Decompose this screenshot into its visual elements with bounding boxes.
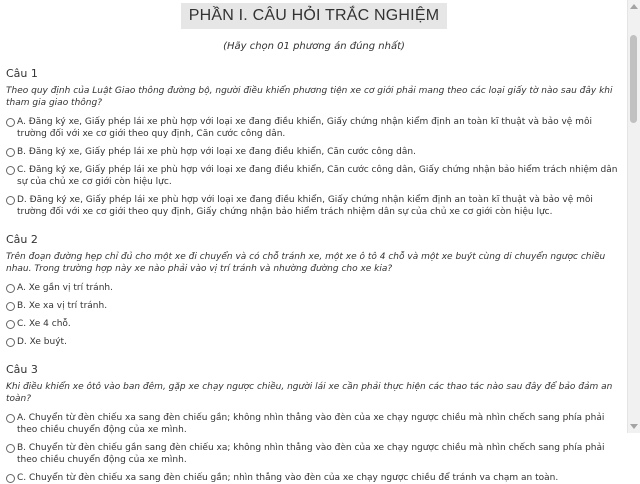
answer-option-c[interactable]	[6, 472, 622, 484]
answer-text: B. Đăng ký xe, Giấy phép lái xe phù hợp với loại xe đang điều khiển, Căn cước công dân.	[17, 147, 416, 157]
question-text: Trên đoạn đường hẹp chỉ đủ cho một xe đi chuyển và có chỗ tránh xe, một xe ô tô 4 chỗ và một xe buýt cùng di chuyển ngược chiều nhau. Trong trường hợp này xe nào phải vào vị trí tránh và nhường đường cho xe kia?	[6, 252, 606, 274]
answer-option-a[interactable]	[6, 282, 622, 294]
question-heading: Câu 3	[6, 363, 38, 376]
answer-option-d[interactable]	[6, 194, 622, 218]
question-1	[6, 67, 622, 218]
answer-text: A. Đăng ký xe, Giấy phép lái xe phù hợp với loại xe đang điều khiển, Giấy chứng nhận kiểm định an toàn kĩ thuật và bảo vệ môi trường đối với xe cơ giới theo quy định, Căn cước công dân.	[17, 117, 592, 139]
radio-button[interactable]	[6, 444, 15, 453]
radio-button[interactable]	[6, 284, 15, 293]
question-heading: Câu 1	[6, 67, 38, 80]
radio-button[interactable]	[6, 118, 15, 127]
radio-button[interactable]	[6, 302, 15, 311]
answer-option-b[interactable]	[6, 442, 622, 466]
question-text: Khi điều khiển xe ôtô vào ban đêm, gặp xe chạy ngược chiều, người lái xe cần phải thực hiện các thao tác nào sau đây để bảo đảm an toàn?	[6, 382, 613, 404]
answer-text: C. Chuyển từ đèn chiếu xa sang đèn chiếu gần; nhìn thẳng vào đèn của xe chạy ngược chiều để tránh va chạm an toàn.	[17, 473, 559, 483]
answer-text: C. Đăng ký xe, Giấy phép lái xe phù hợp với loại xe đang điều khiển, Căn cước công dân, Giấy chứng nhận bảo hiểm trách nhiệm dân sự của chủ xe cơ giới còn hiệu lực.	[17, 165, 618, 187]
question-2	[6, 233, 622, 348]
answer-option-b[interactable]	[6, 146, 622, 158]
question-text: Theo quy định của Luật Giao thông đường bộ, người điều khiển phương tiện xe cơ giới phải mang theo các loại giấy tờ nào sau đây khi tham gia giao thông?	[6, 86, 613, 108]
answer-text: C. Xe 4 chỗ.	[17, 319, 71, 329]
scrollbar-thumb[interactable]	[630, 35, 637, 123]
radio-button[interactable]	[6, 414, 15, 423]
answer-option-d[interactable]	[6, 336, 622, 348]
radio-button[interactable]	[6, 166, 15, 175]
answer-text: D. Xe buýt.	[17, 337, 67, 347]
answer-option-c[interactable]	[6, 164, 622, 188]
section-title-wrap	[6, 0, 622, 29]
answer-option-a[interactable]	[6, 412, 622, 436]
radio-button[interactable]	[6, 338, 15, 347]
answer-option-a[interactable]	[6, 116, 622, 140]
radio-button[interactable]	[6, 196, 15, 205]
answer-text: D. Đăng ký xe, Giấy phép lái xe phù hợp với loại xe đang điều khiển, Giấy chứng nhận kiểm định an toàn kĩ thuật và bảo vệ môi trường đối với xe cơ giới theo quy định, Giấy chứng nhận bảo hiểm trách nhiệm dân sự của chủ xe cơ giới còn hiệu lực.	[17, 195, 593, 217]
answer-text: A. Chuyển từ đèn chiếu xa sang đèn chiếu gần; không nhìn thẳng vào đèn của xe chạy ngược chiều mà nhìn chếch sang phía phải theo chiều chuyển động của xe mình.	[17, 413, 605, 435]
instructions-subtitle: (Hãy chọn 01 phương án đúng nhất)	[223, 41, 405, 52]
answer-text: B. Xe xa vị trí tránh.	[17, 301, 108, 311]
answer-text: B. Chuyển từ đèn chiếu gần sang đèn chiếu xa; không nhìn thẳng vào đèn của xe chạy ngược chiều mà nhìn chếch sang phía phải theo chiều chuyển động của xe mình.	[17, 443, 605, 465]
section-title: PHẦN I. CÂU HỎI TRẮC NGHIỆM	[181, 3, 447, 29]
question-heading: Câu 2	[6, 233, 38, 246]
answer-option-c[interactable]	[6, 318, 622, 330]
radio-button[interactable]	[6, 148, 15, 157]
radio-button[interactable]	[6, 474, 15, 483]
answer-text: A. Xe gần vị trí tránh.	[17, 283, 113, 293]
radio-button[interactable]	[6, 320, 15, 329]
question-3	[6, 363, 622, 484]
scroll-down-arrow-icon[interactable]	[630, 424, 638, 429]
answer-option-b[interactable]	[6, 300, 622, 312]
scroll-up-arrow-icon[interactable]	[630, 4, 638, 9]
vertical-scrollbar[interactable]	[627, 0, 640, 433]
